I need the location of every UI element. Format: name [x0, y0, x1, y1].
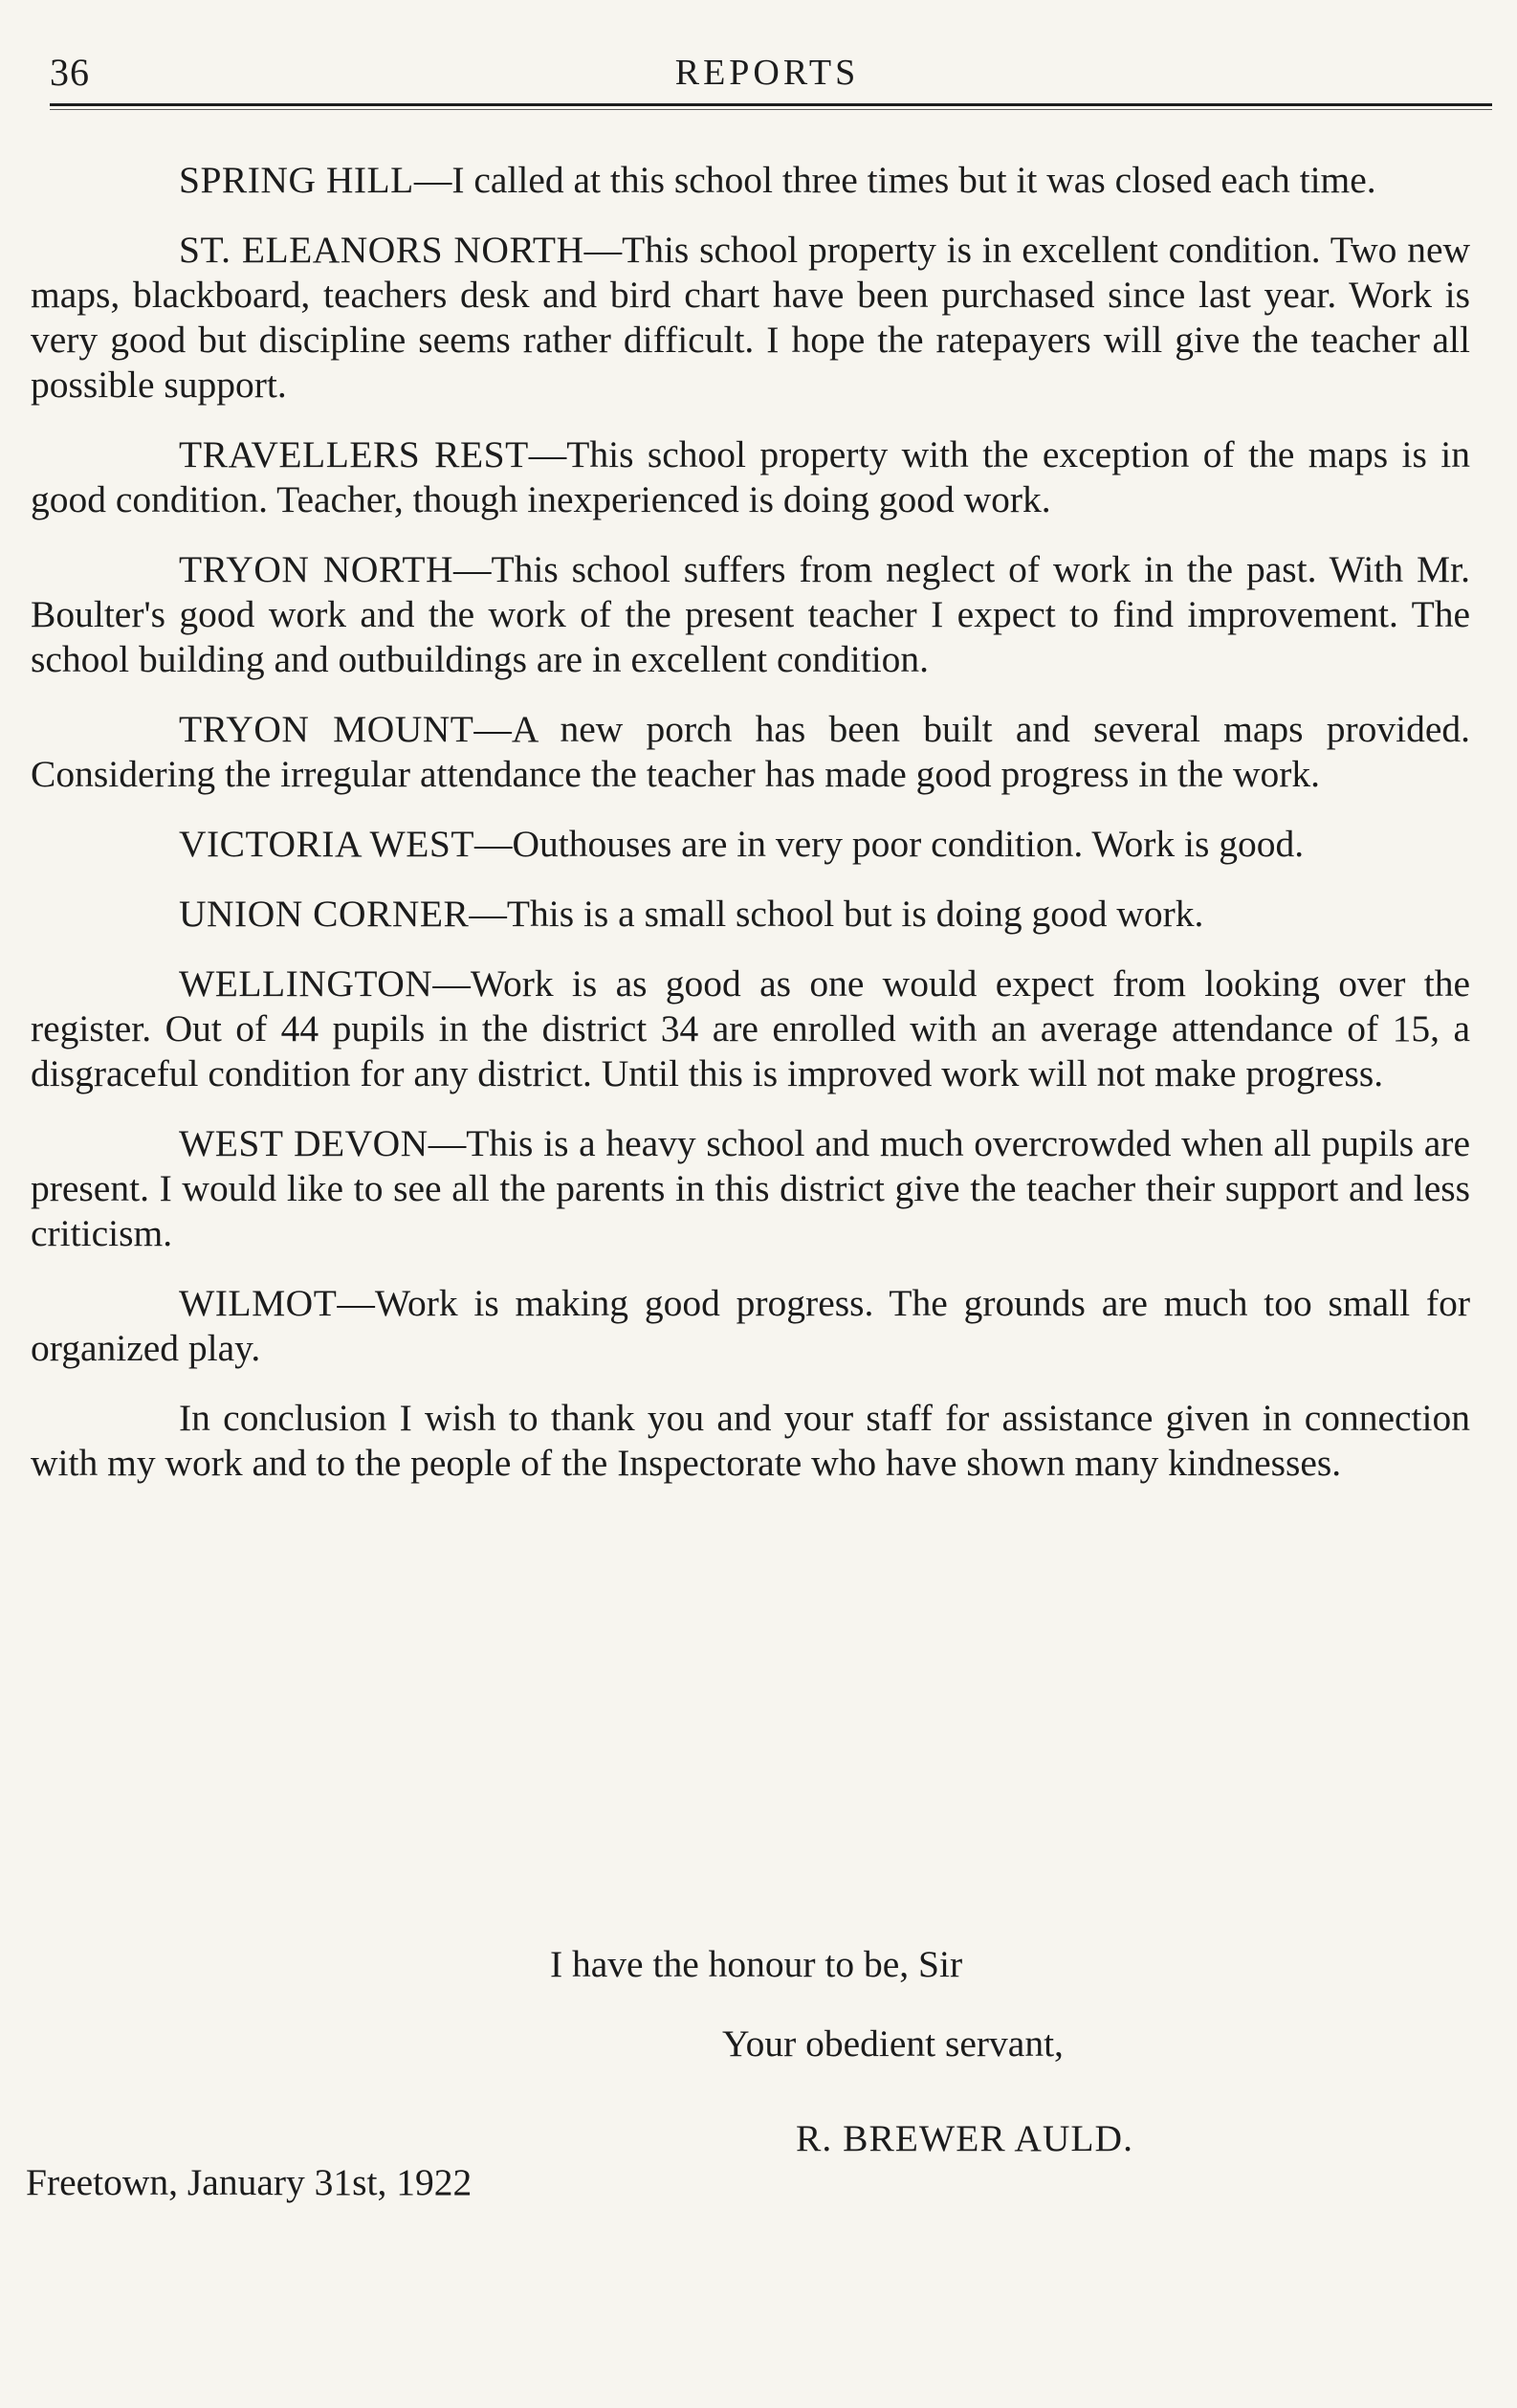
school-name: WEST DEVON [179, 1122, 429, 1164]
school-name: TRYON MOUNT [179, 708, 474, 750]
paragraph-text: —Work is as good as one would expect from looking over the register. Out of 44 pupils in the district 34 are enrolled with an average attendance of 15, a disgraceful condition for any district. Until this is improved work will not make progress. [31, 962, 1470, 1094]
paragraph-text: —This school suffers from neglect of work in the past. With Mr. Boulter's good work and the work of the present teacher I expect to find improvement. The school building and outbuildings are in excellent condition. [31, 548, 1470, 680]
header-rule-thin [50, 109, 1492, 110]
paragraph-text: —Work is making good progress. The grounds are much too small for organized play. [31, 1282, 1470, 1369]
closing-honour: I have the honour to be, Sir [550, 1943, 963, 1985]
paragraph-text: In conclusion I wish to thank you and your staff for assistance given in connection with my work and to the people of the Inspectorate who have shown many kindnesses. [31, 1397, 1470, 1484]
paragraph-spring-hill [31, 158, 1470, 203]
report-body [31, 158, 1470, 1511]
school-name: WELLINGTON [179, 962, 433, 1005]
signature: R. BREWER AULD. [796, 2117, 1133, 2159]
paragraph-text: —This school property with the exception of the maps is in good condition. Teacher, though inexperienced is doing good work. [31, 433, 1470, 520]
school-name: SPRING HILL [179, 159, 414, 201]
paragraph-union-corner [31, 892, 1470, 937]
paragraph-victoria-west [31, 822, 1470, 867]
paragraph-tryon-north [31, 547, 1470, 682]
paragraph-wilmot [31, 1281, 1470, 1371]
school-name: WILMOT [179, 1282, 338, 1324]
school-name: TRYON NORTH [179, 548, 453, 590]
paragraph-tryon-mount [31, 707, 1470, 797]
place-date: Freetown, January 31st, 1922 [26, 2161, 473, 2203]
paragraph-travellers-rest [31, 432, 1470, 522]
header-rule [50, 103, 1492, 106]
paragraph-wellington [31, 961, 1470, 1096]
paragraph-text: —This is a heavy school and much overcrowded when all pupils are present. I would like to see all the parents in this district give the teacher their support and less criticism. [31, 1122, 1470, 1254]
paragraph-text: —I called at this school three times but it was closed each time. [413, 159, 1376, 201]
paragraph-text: —This is a small school but is doing good work. [469, 893, 1204, 935]
paragraph-west-devon [31, 1121, 1470, 1256]
paragraph-conclusion [31, 1396, 1470, 1486]
running-head: REPORTS [674, 53, 860, 93]
school-name: ST. ELEANORS NORTH [179, 229, 584, 271]
school-name: TRAVELLERS REST [179, 433, 529, 475]
page-header [50, 50, 1484, 107]
page-number: 36 [50, 51, 90, 94]
school-name: UNION CORNER [179, 893, 470, 935]
paragraph-text: —A new porch has been built and several maps provided. Considering the irregular attendance the teacher has made good progress in the work. [31, 708, 1470, 795]
paragraph-st-eleanors-north [31, 228, 1470, 408]
paragraph-text: —Outhouses are in very poor condition. Work is good. [473, 823, 1305, 865]
paragraph-text: —This school property is in excellent condition. Two new maps, blackboard, teachers desk and bird chart have been purchased since last year. Work is very good but discipline seems rather difficult. I hope the ratepayers will give the teacher all possible support. [31, 229, 1470, 406]
school-name: VICTORIA WEST [179, 823, 474, 865]
closing-servant: Your obedient servant, [722, 2022, 1064, 2065]
